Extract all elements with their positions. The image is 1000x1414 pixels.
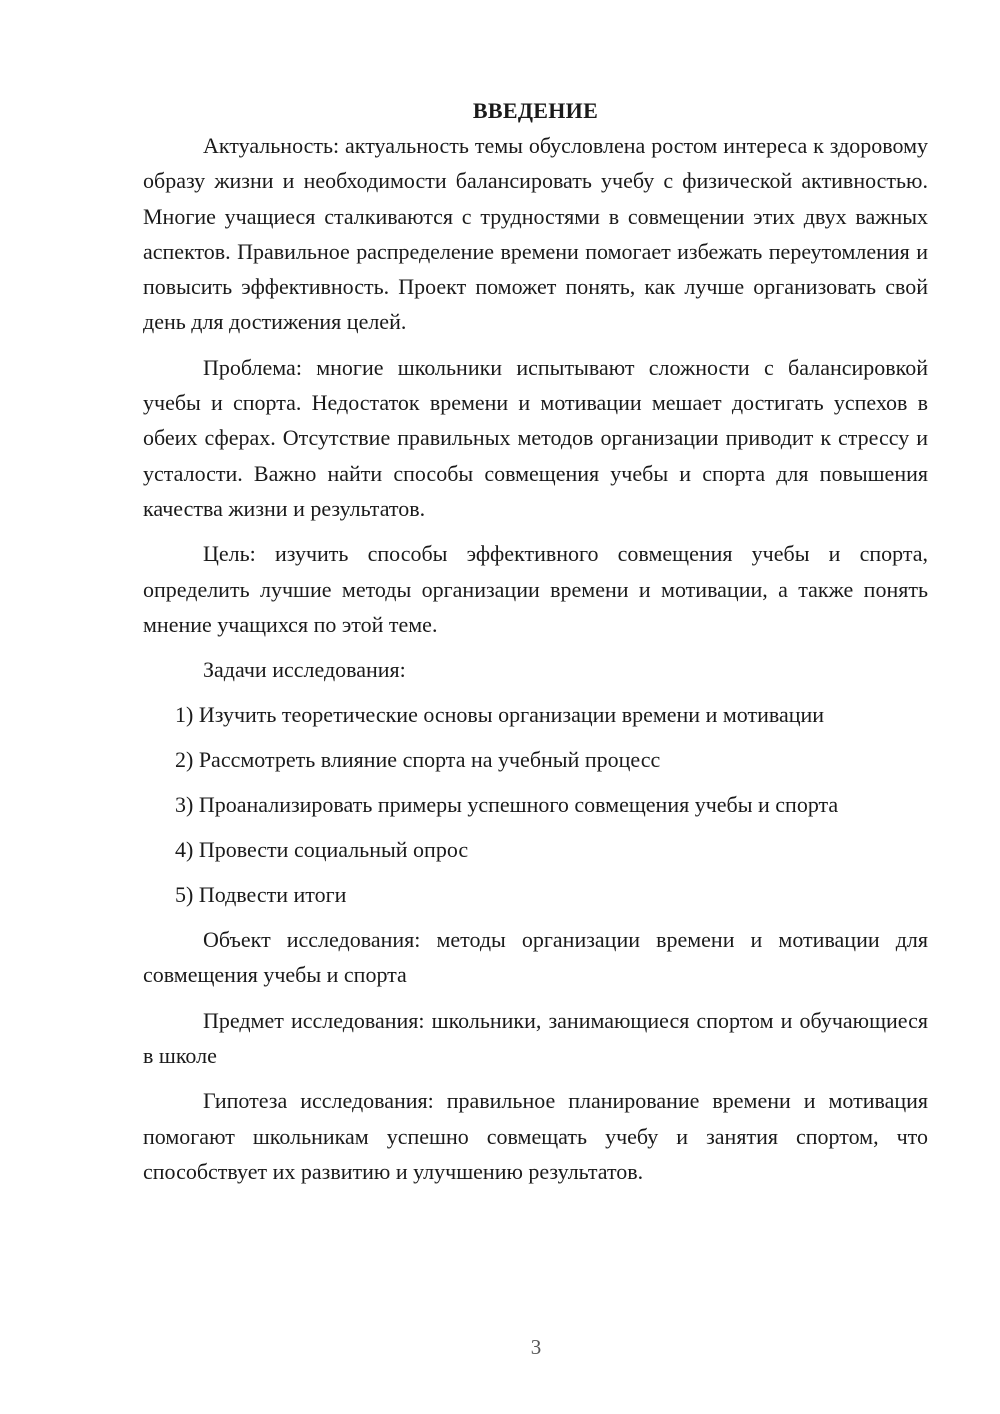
object-paragraph: Объект исследования: методы организации времени и мотивации для совмещения учебы и спорта (143, 927, 928, 988)
task-item: 3) Проанализировать примеры успешного совмещения учебы и спорта (175, 792, 839, 818)
relevance-paragraph: Актуальность: актуальность темы обусловлена ростом интереса к здоровому образу жизни и необходимости балансировать учебу с физической активностью. Многие учащиеся сталкиваются с трудностями в совмещении этих двух важных аспектов. Правильное распределение времени помогает избежать переутомления и повысить эффективность. Проект поможет понять, как лучше организовать свой день для достижения целей. (143, 133, 928, 335)
goal-paragraph: Цель: изучить способы эффективного совмещения учебы и спорта, определить лучшие методы организации времени и мотивации, а также понять мнение учащихся по этой теме. (143, 541, 928, 637)
problem-paragraph: Проблема: многие школьники испытывают сложности с балансировкой учебы и спорта. Недостаток времени и мотивации мешает достигать успехов в обеих сферах. Отсутствие правильных методов организации приводит к стрессу и усталости. Важно найти способы совмещения учебы и спорта для повышения качества жизни и результатов. (143, 354, 928, 521)
task-item: 5) Подвести итоги (175, 882, 347, 908)
subject-paragraph: Предмет исследования: школьники, занимающиеся спортом и обучающиеся в школе (143, 1007, 928, 1069)
task-list (143, 697, 928, 912)
task-item: 1) Изучить теоретические основы организации времени и мотивации (175, 702, 825, 728)
tasks-heading: Задачи исследования: (203, 657, 406, 683)
page-number: 3 (530, 1335, 542, 1359)
hypothesis-paragraph: Гипотеза исследования: правильное планирование времени и мотивация помогают школьникам успешно совмещать учебу и занятия спортом, что способствует их развитию и улучшению результатов. (143, 1088, 928, 1184)
section-title: ВВЕДЕНИЕ (472, 98, 599, 123)
task-item: 2) Рассмотреть влияние спорта на учебный процесс (175, 747, 661, 773)
document-page (143, 93, 928, 1199)
task-item: 4) Провести социальный опрос (175, 837, 469, 863)
